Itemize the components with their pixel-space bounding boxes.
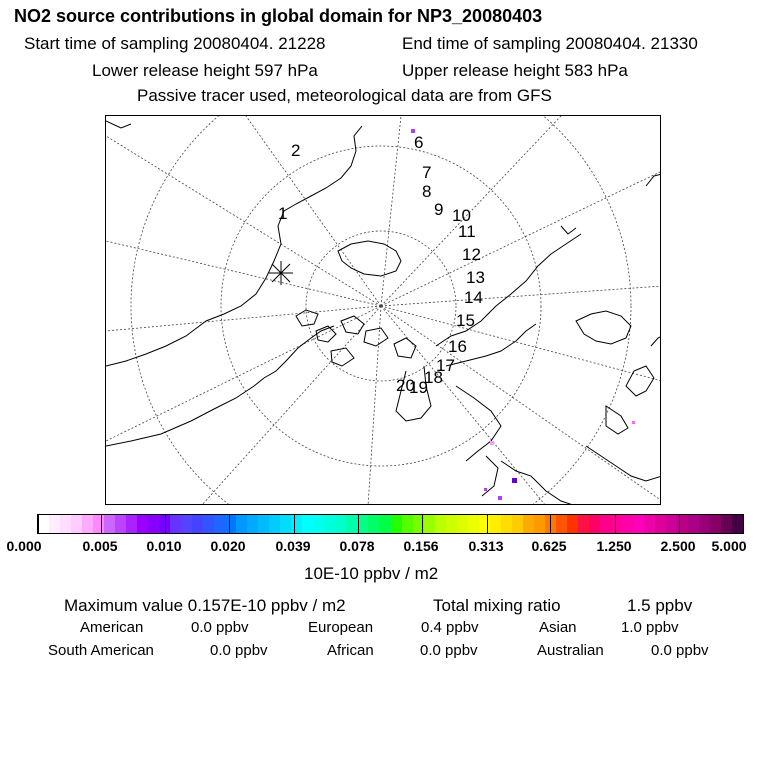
track-label: 18	[424, 368, 443, 387]
colorbar-swatch	[236, 515, 247, 533]
colorbar-swatch	[391, 515, 402, 533]
colorbar-tick-label: 0.039	[275, 538, 311, 554]
colorbar-separator	[422, 515, 423, 533]
colorbar-swatch	[225, 515, 236, 533]
colorbar-swatch	[446, 515, 457, 533]
colorbar-swatch	[170, 515, 181, 533]
region-value: 0.0 ppbv	[651, 642, 709, 659]
plume-spot	[632, 421, 635, 424]
coastline-island	[296, 310, 318, 326]
colorbar-tick-label: 0.000	[6, 538, 42, 554]
colorbar-swatch	[622, 515, 633, 533]
colorbar-swatch	[71, 515, 82, 533]
coastline-island	[341, 316, 364, 334]
end-time-label: End time of sampling 20080404. 21330	[402, 34, 698, 53]
colorbar-separator	[165, 515, 166, 533]
colorbar-separator	[743, 515, 744, 533]
colorbar-tick-label: 0.313	[468, 538, 504, 554]
track-label: 10	[452, 206, 471, 225]
track-label: 8	[422, 182, 432, 201]
coastline-greenland	[338, 241, 401, 276]
tracer-note: Passive tracer used, meteorological data are from GFS	[137, 86, 552, 105]
coastlines	[106, 121, 661, 505]
meridian-line	[201, 306, 381, 505]
track-label: 2	[291, 141, 301, 160]
colorbar-swatch	[435, 515, 446, 533]
total-mixing-label: Total mixing ratio	[433, 596, 561, 615]
track-label: 14	[464, 288, 483, 307]
plume-spot	[484, 488, 487, 491]
total-mixing-value: 1.5 ppbv	[627, 596, 693, 615]
meridian-line	[106, 136, 381, 306]
colorbar-swatch	[368, 515, 379, 533]
meridian-line	[106, 306, 381, 441]
colorbar-swatch	[203, 515, 214, 533]
colorbar-separator	[229, 515, 230, 533]
colorbar-swatch	[589, 515, 600, 533]
coastline-fragment	[651, 336, 661, 346]
colorbar-separator	[615, 515, 616, 533]
meridian-line	[381, 116, 401, 306]
colorbar-tick-label: 2.500	[660, 538, 696, 554]
coastline-island	[606, 406, 628, 434]
meridian-line	[106, 241, 381, 306]
meridian-line	[381, 306, 661, 501]
colorbar-swatch	[137, 515, 148, 533]
coastline-fragment	[561, 226, 576, 234]
colorbar-swatch	[501, 515, 512, 533]
asterisk-marker	[269, 261, 293, 285]
coastline-alaska	[106, 326, 334, 446]
coastline-island	[626, 366, 654, 396]
region-name: European	[308, 619, 374, 636]
colorbar-swatch	[644, 515, 655, 533]
track-label: 13	[466, 268, 485, 287]
colorbar-swatch	[269, 515, 280, 533]
colorbar-tick-label: 1.250	[596, 538, 632, 554]
track-label: 17	[436, 356, 455, 375]
coastline-europe	[456, 386, 501, 461]
colorbar-separator	[487, 515, 488, 533]
track-label: 1	[278, 204, 288, 223]
colorbar-swatch	[468, 515, 479, 533]
track-label: 15	[456, 311, 475, 330]
colorbar-tick-label: 0.010	[146, 538, 182, 554]
track-label: 19	[409, 378, 428, 397]
plume-spot	[498, 496, 502, 500]
polar-map	[106, 116, 661, 505]
maximum-value-label: Maximum value 0.157E-10 ppbv / m2	[64, 596, 346, 615]
track-label: 20	[396, 376, 415, 395]
region-value: 0.4 ppbv	[421, 619, 479, 636]
coastline-island	[331, 348, 354, 366]
colorbar-tick-label: 0.020	[210, 538, 246, 554]
coastline-asia-south	[586, 446, 661, 481]
colorbar-swatch	[611, 515, 622, 533]
plume-spot	[490, 441, 494, 445]
upper-release-label: Upper release height 583 hPa	[402, 61, 628, 80]
colorbar-unit: 10E-10 ppbv / m2	[304, 564, 439, 583]
colorbar-swatch	[247, 515, 258, 533]
colorbar-swatch	[512, 515, 523, 533]
colorbar-swatch	[424, 515, 435, 533]
start-time-label: Start time of sampling 20080404. 21228	[24, 34, 326, 53]
region-name: American	[80, 619, 144, 636]
colorbar-swatch	[93, 515, 104, 533]
lower-release-label: Lower release height 597 hPa	[92, 61, 318, 80]
colorbar-swatch	[402, 515, 413, 533]
map-panel	[105, 115, 661, 505]
colorbar-swatch	[335, 515, 346, 533]
colorbar-tick-label: 0.156	[403, 538, 439, 554]
track-label: 6	[414, 133, 424, 152]
colorbar-swatch	[534, 515, 545, 533]
colorbar-swatch	[302, 515, 313, 533]
colorbar-swatch	[578, 515, 589, 533]
colorbar-swatch	[313, 515, 324, 533]
colorbar-swatch	[721, 515, 732, 533]
region-value: 0.0 ppbv	[420, 642, 478, 659]
colorbar-swatch	[181, 515, 192, 533]
colorbar-swatch	[258, 515, 269, 533]
colorbar-swatch	[148, 515, 159, 533]
region-name: South American	[48, 642, 154, 659]
colorbar-swatch	[600, 515, 611, 533]
meridian-line	[381, 286, 661, 306]
colorbar-swatch	[192, 515, 203, 533]
region-value: 0.0 ppbv	[191, 619, 249, 636]
plume-spot	[512, 478, 517, 483]
coastline-fragment	[646, 174, 661, 186]
colorbar-swatch	[214, 515, 225, 533]
track-label: 12	[462, 245, 481, 264]
colorbar-swatch	[688, 515, 699, 533]
meridian-line	[381, 306, 661, 381]
colorbar-swatch	[346, 515, 357, 533]
meridian-line	[106, 306, 381, 331]
colorbar-swatch	[523, 515, 534, 533]
colorbar-swatch	[280, 515, 291, 533]
track-label: 7	[422, 163, 432, 182]
region-name: Australian	[537, 642, 604, 659]
colorbar-swatch	[38, 515, 49, 533]
colorbar-swatch	[699, 515, 710, 533]
colorbar-swatch	[357, 515, 368, 533]
colorbar-swatch	[567, 515, 578, 533]
coastline-island	[394, 338, 416, 358]
coastline-island	[364, 328, 388, 346]
colorbar-separator	[679, 515, 680, 533]
colorbar-swatch	[60, 515, 71, 533]
track-label: 16	[448, 337, 467, 356]
colorbar-swatch	[104, 515, 115, 533]
colorbar-swatch	[633, 515, 644, 533]
colorbar-tick-label: 0.005	[82, 538, 118, 554]
colorbar-tick-label: 0.078	[339, 538, 375, 554]
track-label: 11	[458, 222, 476, 241]
colorbar-swatch	[49, 515, 60, 533]
region-value: 1.0 ppbv	[621, 619, 679, 636]
colorbar-swatch	[490, 515, 501, 533]
graticule	[106, 116, 661, 505]
colorbar-swatch	[457, 515, 468, 533]
region-name: Asian	[539, 619, 577, 636]
colorbar-tick-label: 0.625	[531, 538, 567, 554]
region-name: African	[327, 642, 374, 659]
region-value: 0.0 ppbv	[210, 642, 268, 659]
colorbar-swatch	[655, 515, 666, 533]
colorbar-swatch	[115, 515, 126, 533]
colorbar-tick-label: 5.000	[711, 538, 747, 554]
colorbar-separator	[358, 515, 359, 533]
coastline-fragment	[106, 121, 131, 128]
colorbar-swatch	[710, 515, 721, 533]
colorbar-swatch	[379, 515, 390, 533]
colorbar	[37, 514, 744, 534]
coastline-island	[316, 326, 336, 342]
meridian-line	[368, 306, 381, 505]
colorbar-swatch	[126, 515, 137, 533]
colorbar-swatch	[324, 515, 335, 533]
colorbar-swatch	[291, 515, 302, 533]
colorbar-separator	[294, 515, 295, 533]
colorbar-swatch	[556, 515, 567, 533]
colorbar-separator	[550, 515, 551, 533]
colorbar-swatch	[666, 515, 677, 533]
colorbar-swatch	[732, 515, 743, 533]
track-label: 9	[434, 200, 444, 219]
colorbar-swatch	[82, 515, 93, 533]
colorbar-separator	[38, 515, 39, 533]
coastline-japan-region	[576, 311, 631, 344]
colorbar-separator	[101, 515, 102, 533]
plume-spots	[411, 129, 635, 500]
map-title: NO2 source contributions in global domain for NP3_20080403	[14, 6, 543, 26]
